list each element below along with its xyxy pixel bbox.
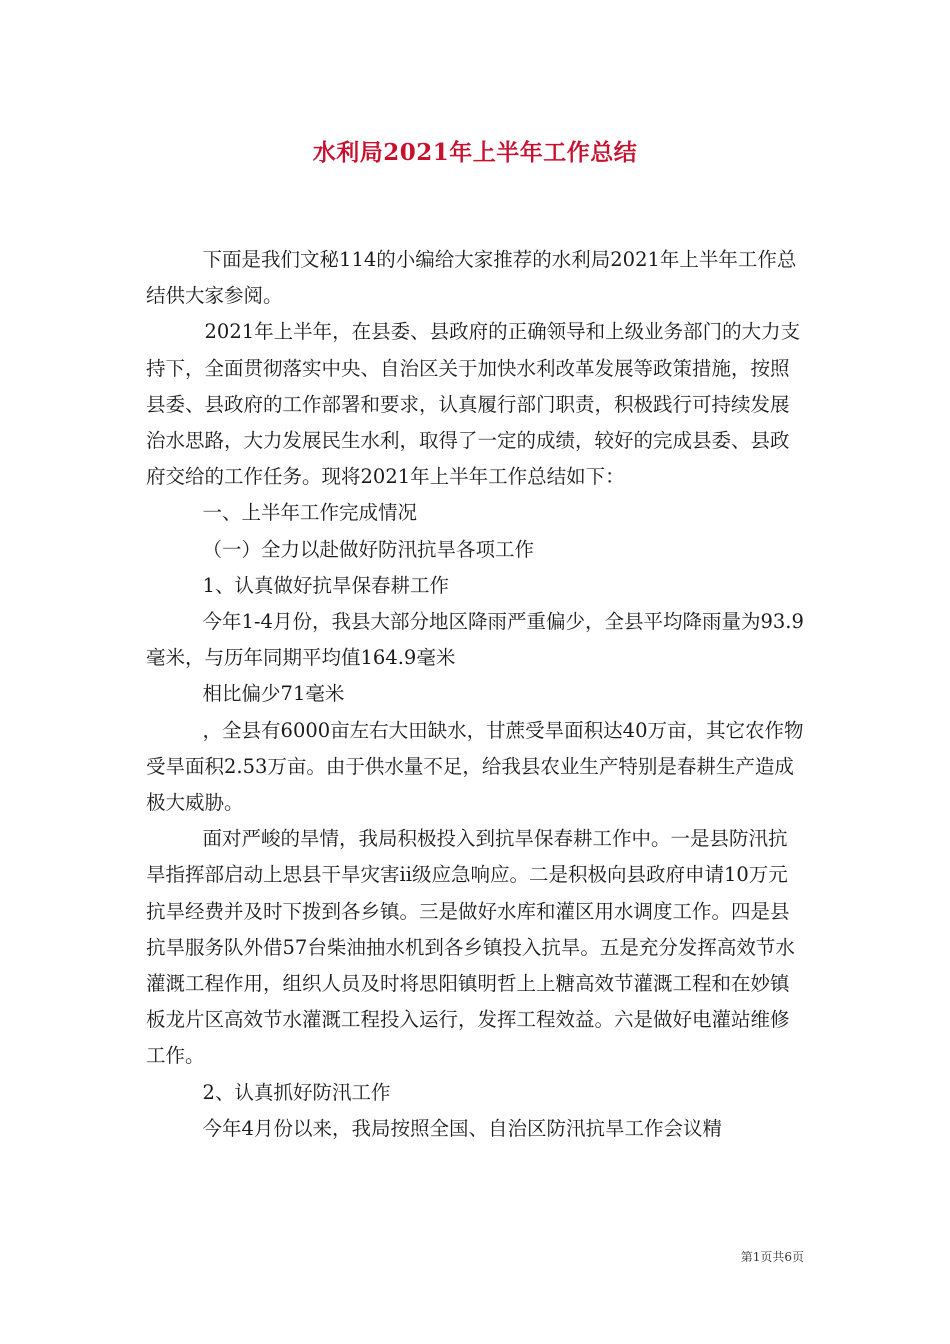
heading-subsection-1: （一）全力以赴做好防汛抗旱各项工作 [202, 537, 535, 561]
page-number: 第1页共6页 [740, 1250, 804, 1264]
paragraph-flood-control: 今年4月份以来，我局按照全国、自治区防汛抗旱工作会议精 [202, 1116, 722, 1140]
paragraph-intro: 下面是我们文秘114的小编给大家推荐的水利局2021年上半年工作总结供大家参阅。 [146, 248, 797, 308]
paragraph-rainfall: 今年1-4月份，我县大部分地区降雨严重偏少，全县平均降雨量为93.9毫米，与历年同期平均值164.9毫米 [146, 610, 804, 670]
paragraph-drought-response: 面对严峻的旱情，我局积极投入到抗旱保春耕工作中。一是县防汛抗旱指挥部启动上思县干旱灾害ii级应急响应。二是积极向县政府申请10万元抗旱经费并及时下拨到各乡镇。三是做好水库和灌区用水调度工作。四是县抗旱服务队外借57台柴油抽水机到各乡镇投入抗旱。五是充分发挥高效节水灌溉工程作用，组织人员及时将思阳镇明哲上上糖高效节灌溉工程和在妙镇板龙片区高效节水灌溉工程投入运行，发挥工程效益。六是做好电灌站维修工作。 [146, 827, 795, 1068]
paragraph-drought-impact: ，全县有6000亩左右大田缺水，甘蔗受旱面积达40万亩，其它农作物受旱面积2.53万亩。由于供水量不足，给我县农业生产特别是春耕生产造成极大威胁。 [146, 718, 804, 815]
heading-item-2: 2、认真抓好防汛工作 [202, 1080, 391, 1104]
heading-item-1: 1、认真做好抗旱保春耕工作 [202, 573, 449, 597]
paragraph-rainfall-shortfall: 相比偏少71毫米 [202, 682, 345, 706]
paragraph-summary: 2021年上半年，在县委、县政府的正确领导和上级业务部门的大力支持下，全面贯彻落实中央、自治区关于加快水利改革发展等政策措施，按照县委、县政府的工作部署和要求，认真履行部门职责，积极践行可持续发展治水思路，大力发展民生水利，取得了一定的成绩，较好的完成县委、县政府交给的工作任务。现将2021年上半年工作总结如下： [146, 320, 801, 489]
document-body [146, 242, 806, 1147]
heading-section-1: 一、上半年工作完成情况 [202, 501, 418, 525]
document-title: 水利局2021年上半年工作总结 [312, 139, 638, 166]
